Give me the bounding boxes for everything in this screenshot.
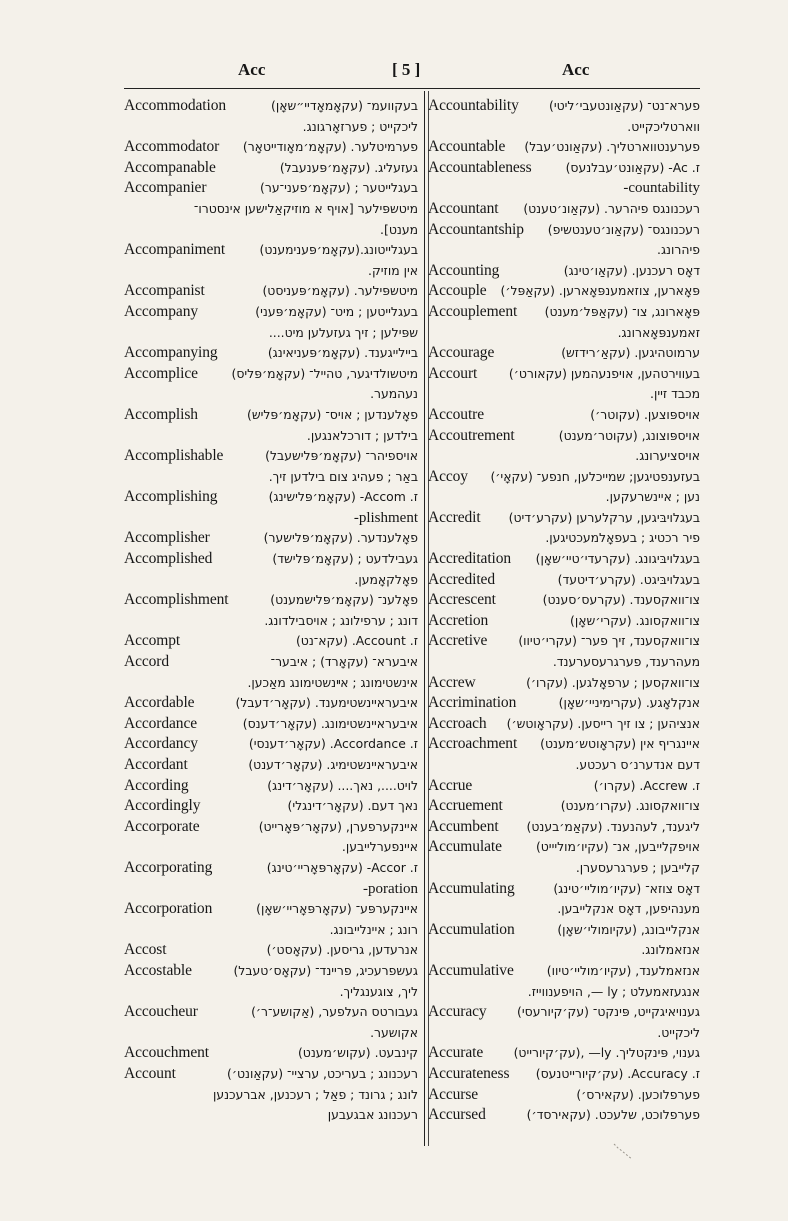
entry-headword: Accurateness [428,1064,510,1082]
entry-definition: בעגלייטער ; (עקאָמ׳פעני־ער) [260,180,418,196]
dictionary-entry [428,920,700,941]
entry-definition: אנקלייבונג, (עקיומולי׳שאָן) [557,921,700,937]
entry-continuation [428,323,700,344]
entry-continuation [428,755,700,776]
entry-definition: ז. Accrew. (עקרו׳) [593,777,700,793]
entry-definition: אנרעדען, גריסען. (עקאָסט׳) [266,942,418,958]
entry-definition: אנקלאָגע. (עקרימיניי׳שאָן) [558,695,700,711]
entry-definition: רעכנונג אבגעבען [327,1107,418,1123]
left-column [124,96,418,1126]
dictionary-entry [124,1064,418,1085]
dictionary-entry [124,631,418,652]
dictionary-entry [124,446,418,467]
dictionary-entry [428,631,700,652]
entry-definition: געזעליג. (עקאָמ׳פּענעבל) [279,159,418,175]
entry-headword: Accurate [428,1044,484,1062]
entry-headword: Accoutrement [428,426,515,444]
entry-headword: Accrew [428,673,476,691]
entry-continuation [124,117,418,138]
dictionary-entry [428,426,700,447]
entry-definition: איבערא־ (עקאָרד) ; איבער־ [270,654,418,670]
entry-headword: Accoucheur [124,1003,198,1021]
entry-headword: Accoutre [428,405,485,423]
entry-definition: ליך, צוגענגליך. [339,983,418,999]
entry-definition: בעגלויבּיגט. (עקרע׳דיטעד) [557,571,700,587]
dictionary-entry [124,693,418,714]
dictionary-entry [428,96,700,117]
entry-definition: בעגלייטען ; מיט־ (עקאָמ׳פּעני) [255,303,418,319]
entry-headword: Accord [124,653,170,671]
entry-definition: בעקוועמ־ (עקאָמאָדיי״שאָן) [271,98,418,113]
entry-definition: אינשטימונג ; אײנשטימונג מאַכען. [247,674,418,690]
entry-definition: צו־וואקסענד, זיך פער־ (עקרי׳טיוו) [518,633,700,649]
dictionary-entry [428,281,700,302]
entry-definition: צו־וואקסענד. (עקרעס׳סענט) [542,592,700,608]
dictionary-entry [124,549,418,570]
dictionary-entry [124,343,418,364]
dictionary-entry [428,817,700,838]
dictionary-entry [124,1043,418,1064]
dictionary-entry [428,714,700,735]
entry-definition: פּאָארען, צוזאמענפּאָארען. (עקאַפּל׳) [500,283,700,299]
entry-definition: אנציהען ; צו זיך רייסען. (עקראָוטש׳) [506,715,700,731]
header-rule [124,88,700,89]
entry-headword: Accomplishing [124,488,218,506]
entry-headword: Accordant [124,756,188,773]
entry-definition: איבעראיינשטימונג. (עקאָר׳דענס) [242,715,418,731]
dictionary-entry [428,693,700,714]
entry-continuation [124,879,418,900]
dictionary-entry [428,508,700,529]
entry-continuation [124,467,418,488]
dictionary-entry [124,858,418,879]
entry-headword: Accouplement [428,302,518,320]
entry-crossref: -poration [363,880,418,897]
dictionary-entry [124,405,418,426]
entry-definition: אויספּוצונג, (עקוטר׳מענט) [558,427,700,443]
entry-definition: גענוי, פּינקטליך. ly— ,(עק׳קיורייט) [513,1045,700,1061]
entry-headword: Accompanying [124,344,218,362]
entry-definition: אנגעזאמעלט ; ly —, הויפענווייז. [527,983,700,999]
entry-headword: Accountable [428,138,506,156]
entry-continuation [428,652,700,673]
entry-definition: ז. Accuracy. (עק׳קיורייטנעס) [535,1065,700,1081]
entry-definition: פאָלענדען ; אויס־ (עקאָמ׳פּליש) [246,406,418,422]
entry-definition: געבורטס העלפער, (אַקושע־ר׳) [251,1004,418,1020]
entry-headword: Accorporate [124,817,200,835]
entry-continuation [428,446,700,467]
dictionary-entry [428,220,700,241]
entry-headword: Accommodator [124,138,220,156]
entry-headword: Accostable [124,961,192,979]
entry-headword: Accoy [428,467,468,485]
entry-definition: קלייבען ; פערגרעסערן. [575,859,700,875]
entry-definition: מיטשפּילער. (עקאָמ׳פּעניסט) [262,283,418,299]
entry-headword: Accroach [428,714,487,732]
entry-crossref: -countability [623,180,700,197]
entry-definition: פיהרונג. [657,242,700,258]
entry-headword: Accredit [428,508,481,526]
entry-headword: Account [124,1064,176,1082]
stray-ink-mark [612,1142,634,1160]
entry-definition: פערפלוכט, שלעכט. (עקאירסד׳) [526,1107,700,1123]
dictionary-entry [124,714,418,735]
entry-headword: Accumulating [428,879,515,897]
entry-headword: Accouchment [124,1044,209,1062]
entry-definition: מענט]. [380,221,418,237]
entry-continuation [124,1023,418,1044]
entry-headword: Accouple [428,282,487,300]
entry-definition: נען ; איינשרעקען. [605,489,700,505]
entry-headword: Accroachment [428,735,518,753]
entry-continuation [124,837,418,858]
entry-definition: דאָס רעכנען. (עקאַו׳טינג) [563,262,700,278]
dictionary-entry [124,590,418,611]
entry-headword: Accomplished [124,550,213,568]
entry-definition: אויספיהר־ (עקאָמ׳פּלישעבל) [265,448,418,464]
entry-headword: Accumulation [428,920,515,938]
entry-headword: Accurse [428,1085,479,1103]
entry-definition: רעכנונגס פיהרער. (עקאַונ׳טענט) [523,200,700,216]
entry-headword: Accompany [124,302,198,320]
dictionary-entry [124,302,418,323]
entry-definition: פערענטווארטליך. (עקאַונט׳עבל) [524,139,700,155]
entry-headword: Accrimination [428,694,517,712]
entry-headword: Accomplish [124,405,198,423]
entry-definition: באַר ; פעהיג צום בילדען זיך. [268,468,418,484]
entry-definition: איבעראיינשטימיג. (עקאָר׳דענט) [248,757,418,772]
dictionary-entry [428,611,700,632]
dictionary-entry [124,817,418,838]
entry-headword: Accordingly [124,797,201,815]
entry-headword: Accretion [428,611,489,629]
entry-definition: ווארטליכקייט. [627,118,700,134]
entry-continuation [124,982,418,1003]
entry-definition: אקושער. [370,1024,418,1040]
entry-headword: Accost [124,941,167,959]
dictionary-entry [124,1002,418,1023]
entry-definition: צו־וואקסען ; ערפאָלגען. (עקרו׳) [526,674,700,690]
entry-headword: Accountableness [428,158,532,176]
dictionary-entry [428,1085,700,1106]
entry-headword: According [124,776,189,794]
entry-headword: Accompanist [124,282,205,300]
entry-definition: רעכנונגס־ (עקאַונ׳טענטשיפ) [547,221,700,237]
dictionary-entry [428,837,700,858]
entry-definition: זאמענפּאָארונג. [617,324,700,340]
entry-continuation [124,611,418,632]
entry-definition: נאך דעם. (עקאָר׳דינגלי) [287,798,418,814]
entry-headword: Accreditation [428,550,512,568]
dictionary-entry [428,776,700,797]
entry-headword: Accompanable [124,158,216,176]
entry-headword: Accorporation [124,900,213,918]
entry-continuation [124,1085,418,1106]
entry-headword: Accounting [428,261,500,279]
entry-headword: Accruement [428,797,503,815]
dictionary-entry [124,940,418,961]
dictionary-entry [428,673,700,694]
entry-headword: Accordancy [124,735,198,753]
entry-definition: פערא־נט־ (עקאַונטעבי׳ליטי) [549,98,700,113]
entry-definition: פערמיטלער. (עקאָמ׳מאָודייטאָר) [242,139,418,155]
entry-definition: גענויאיגקייט, פּינקט־ (עק׳קיורעסי) [517,1004,700,1020]
entry-definition: פאָלקאָמען. [354,571,418,587]
dictionary-entry [124,899,418,920]
dictionary-entry [428,261,700,282]
dictionary-entry [428,961,700,982]
dictionary-entry [124,364,418,385]
entry-headword: Accomplishment [124,591,229,609]
entry-headword: Accomplishable [124,447,224,465]
dictionary-entry [428,467,700,488]
entry-continuation [428,858,700,879]
entry-definition: מענהיפען, דאָס אנקלייבען. [557,901,700,917]
entry-definition: איינקערפערן, (עקאָר׳פּאָרייט) [258,818,418,834]
running-head-left: Acc [238,60,266,79]
entry-continuation [428,117,700,138]
entry-headword: Accumulative [428,961,514,979]
entry-definition: דעם אנדערנ׳ס רעכטע. [575,757,700,772]
entry-definition: מעהרענד, פערגרעסערענד. [552,654,700,670]
entry-definition: נעהמער. [370,386,418,402]
entry-definition: אין מוזיק. [368,262,418,278]
entry-definition: ליגענד, לעהנענד. (עקאַמ׳בענט) [526,818,700,834]
entry-headword: Accourt [428,364,478,382]
entry-definition: אויספּוצען. (עקוטר׳) [590,406,700,422]
entry-definition: פאָלענ־ (עקאָמ׳פּלישמענט) [270,592,418,608]
dictionary-entry [124,755,418,776]
entry-definition: בילדען ; דורכלאנגען. [306,427,418,443]
entry-headword: Accountability [428,97,519,114]
entry-headword: Accomplice [124,364,198,382]
dictionary-entry [428,734,700,755]
entry-headword: Accomplisher [124,529,210,547]
dictionary-entry [428,364,700,385]
entry-continuation [124,570,418,591]
entry-continuation [428,940,700,961]
entry-headword: Accursed [428,1106,486,1124]
right-column [428,96,700,1126]
entry-headword: Accompt [124,632,181,650]
entry-definition: איינקערפּע־ (עקאָרפּאָריי׳שאָן) [256,901,418,917]
dictionary-entry [428,302,700,323]
dictionary-entry [124,776,418,797]
entry-definition: מכבד זיין. [650,386,700,402]
entry-continuation [124,220,418,241]
entry-headword: Accountantship [428,220,524,238]
entry-definition: פאָלענדער. (עקאָמ׳פּלישער) [263,530,418,546]
entry-definition: ליכקייט ; פערזאָרגונג. [302,118,418,134]
entry-continuation [124,323,418,344]
entry-definition: ז. Accom- (עקאָמ׳פּלישינג) [268,489,418,505]
entry-continuation [428,178,700,199]
entry-definition: דונג ; ערפילונג ; אויסבילדונג. [264,612,418,628]
entry-headword: Accrue [428,776,473,794]
entry-continuation [124,920,418,941]
entry-continuation [428,982,700,1003]
dictionary-entry [428,1043,700,1064]
running-head-right: Acc [562,60,590,79]
entry-definition: ז. Ac- (עקאַונט׳עבלנעס) [565,159,700,175]
entry-continuation [124,673,418,694]
entry-definition: צו־וואקסונג. (עקרי׳שאָן) [570,612,700,628]
entry-headword: Accompanier [124,179,207,197]
entry-continuation [428,528,700,549]
entry-continuation [124,426,418,447]
dictionary-entry [124,528,418,549]
running-head [124,60,700,86]
entry-definition: מיטשפּילער [אויף א מוזיקאַלישען אינסטרו־ [193,200,418,216]
dictionary-entry [124,240,418,261]
entry-definition: צו־וואקסונג. (עקרו׳מענט) [560,798,700,814]
entry-definition: פּאָארונג, צו־ (עקאַפּל׳מענט) [544,303,700,319]
entry-continuation [428,240,700,261]
dictionary-entry [124,281,418,302]
entry-definition: לונג ; גרונד ; פאַל ; רעכנען, אברעכנען [212,1086,418,1102]
entry-headword: Accordable [124,694,195,712]
dictionary-entry [124,137,418,158]
entry-definition: ז. Accor- (עקאָרפּאָריי׳טינג) [266,859,418,875]
entry-definition: אויסציערונג. [635,448,700,464]
entry-headword: Accourage [428,344,495,362]
entry-definition: איבעראיינשטימענד. (עקאָר׳דעבל) [235,695,418,711]
dictionary-entry [428,1105,700,1126]
entry-continuation [124,508,418,529]
entry-crossref: -plishment [353,509,418,526]
entry-definition: פערפלוכען. (עקאירס׳) [576,1086,700,1102]
dictionary-entry [428,590,700,611]
entry-definition: בעגלויבּיגען, ערקלערען (עקרע׳דיט) [508,509,700,525]
entry-headword: Accumulate [428,838,502,856]
entry-headword: Accordance [124,714,198,732]
dictionary-entry [124,158,418,179]
entry-continuation [124,384,418,405]
entry-continuation [428,899,700,920]
entry-headword: Accuracy [428,1003,487,1021]
column-rule [424,91,425,1146]
entry-definition: אויפקלייבען, אנ־ (עקיו׳מוליייט) [535,839,700,855]
dictionary-entry [428,1064,700,1085]
entry-definition: בעזענפטיגען; שמייכלען, חנפע־ (עקאָי׳) [490,468,700,484]
dictionary-entry [124,734,418,755]
page-number: [ 5 ] [392,60,421,79]
entry-definition: דאָס צוזא־ (עקיו׳מוליי׳טינג) [553,880,700,896]
entry-headword: Accumbent [428,817,499,835]
entry-continuation [124,1105,418,1126]
dictionary-entry [124,178,418,199]
entry-definition: בעגלייטונג.(עקאָמ׳פּענימענט) [259,242,418,258]
entry-definition: ז. Account. (עקא־נט) [295,633,418,649]
entry-definition: ז. Accordance. (עקאָר׳דענסי) [248,736,418,752]
entry-definition: רעכנונג ; בעריכט, ערציי־ (עקאַונט׳) [227,1065,418,1081]
entry-definition: איינגריף אין (עקראָוטש׳מענט) [540,736,700,752]
entry-continuation [428,487,700,508]
dictionary-entry [124,96,418,117]
entry-definition: איינפערלייבען. [341,839,418,855]
entry-definition: קינבעט. (עקוש׳מענט) [297,1045,418,1061]
dictionary-entry [428,549,700,570]
entry-definition: געשפרעכיג, פריינד־ (עקאָס׳טעבל) [233,962,418,978]
entry-continuation [124,199,418,220]
dictionary-entry [428,570,700,591]
entry-definition: ביילייגענד. (עקאָמ׳פּעניאינג) [267,345,418,361]
entry-headword: Accretive [428,632,488,650]
dictionary-entry [428,796,700,817]
entry-headword: Accountant [428,199,499,217]
dictionary-entry [124,961,418,982]
entry-definition: בעווירטהען, אויפנעהמען (עקאורט׳) [508,365,700,381]
dictionary-entry [428,158,700,179]
dictionary-entry [428,405,700,426]
entry-headword: Accompaniment [124,241,226,259]
entry-headword: Accredited [428,570,495,588]
entry-definition: לויט...., נאך.... (עקאָר׳דינג) [267,777,418,793]
entry-definition: ליכקייט. [657,1024,700,1040]
entry-definition: בעגלויבּיגונג. (עקרעדי׳טיי׳שאָן) [535,551,700,567]
entry-headword: Accrescent [428,591,496,609]
entry-definition: אנזאמלונג. [641,942,700,958]
entry-headword: Accorporating [124,858,213,876]
entry-definition: ערמוטהיגען. (עקאַ׳רידזש) [561,345,700,361]
dictionary-entry [428,1002,700,1023]
entry-definition: פיר רכטיג ; בעפאָלמעכטיגען. [545,530,700,546]
entry-continuation [124,261,418,282]
dictionary-entry [428,879,700,900]
dictionary-entry [428,137,700,158]
entry-continuation [428,1023,700,1044]
entry-definition: רונג ; איינלייבונג. [329,921,418,937]
dictionary-entry [124,487,418,508]
entry-definition: מיטשולדיגער, טהייל־ (עקאָמ׳פּליס) [231,365,418,381]
entry-continuation [428,384,700,405]
entry-definition: אנזאמלענד, (עקיו׳מוליי׳טיוו) [546,962,700,978]
entry-definition: געבילדעט ; (עקאָמ׳פּלישד) [272,551,418,567]
entry-headword: Accommodation [124,97,227,114]
dictionary-entry [428,343,700,364]
entry-definition: שפּילען ; זיך געזעלען מיט.... [268,324,418,340]
dictionary-entry [124,652,418,673]
dictionary-entry [124,796,418,817]
dictionary-entry [428,199,700,220]
